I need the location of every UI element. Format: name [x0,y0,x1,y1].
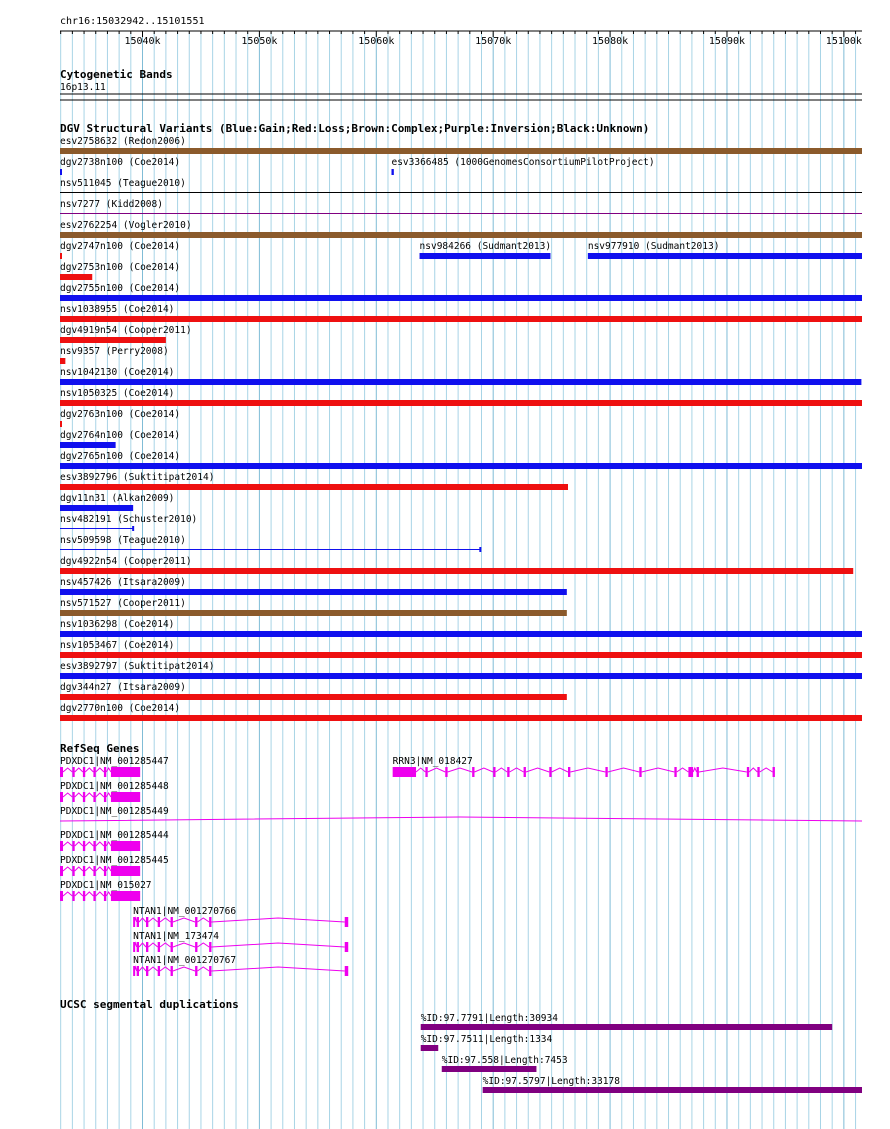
gene-exon [146,917,148,927]
gene-exon [72,891,74,901]
gene-intron [160,918,171,922]
dgv-feature[interactable] [420,241,552,259]
dgv-feature[interactable] [60,451,862,469]
gene-exon [111,866,140,876]
gene-intron [75,842,83,846]
gene-exon [137,966,139,976]
dgv-feature[interactable] [60,577,567,595]
gene-exon [195,917,197,927]
gene-exon [104,891,106,901]
gene-exon [60,866,63,876]
gene-intron [552,768,568,772]
refseq-genes [60,756,862,976]
gene-intron [428,768,446,772]
dgv-feature[interactable] [60,430,180,448]
dgv-feature[interactable] [60,472,568,490]
segdup-label: %ID:97.5797|Length:33178 [482,1076,620,1087]
gene-exon [688,767,693,777]
gene-intron [96,793,104,797]
gene-intron [211,943,344,947]
gene-intron [63,768,72,772]
gene-exon [137,917,139,927]
dgv-feature[interactable] [60,199,862,214]
gene-exon [158,966,160,976]
gene-model[interactable] [60,880,152,901]
gene-exon [757,767,759,777]
gene-label: NTAN1|NM_001270766 [133,906,237,917]
ruler-tick-label: 15080k [592,36,629,47]
ruler-tick-label: 15070k [475,36,512,47]
dgv-feature-bar [420,253,551,259]
gene-label: PDXDC1|NM_001285449 [60,806,169,817]
dgv-feature-bar [60,568,853,574]
gene-exon [83,891,85,901]
refseq-title: RefSeq Genes [60,742,140,755]
gene-exon [158,917,160,927]
dgv-feature-bar [60,610,567,616]
gene-intron [448,768,473,772]
gene-intron [85,892,93,896]
gene-exon [83,841,85,851]
ruler-ticks [61,31,862,47]
gene-exon [111,841,140,851]
dgv-feature-bar [60,549,480,550]
dgv-feature-label: esv3892796 (Suktitipat2014) [60,472,215,483]
segdup-feature[interactable] [442,1055,568,1072]
dgv-feature-bar [60,715,862,721]
gene-exon [133,917,135,927]
dgv-feature-end [132,526,134,531]
dgv-feature-label: dgv2738n100 (Coe2014) [60,157,181,168]
gene-exon [93,841,95,851]
dgv-feature[interactable] [60,703,862,721]
dgv-feature[interactable] [60,682,567,700]
gene-label: PDXDC1|NM_001285447 [60,756,169,767]
dgv-feature-label: esv3892797 (Suktitipat2014) [60,661,215,672]
gene-exon [345,966,349,976]
segdup-label: %ID:97.7791|Length:30934 [420,1013,558,1024]
dgv-title: DGV Structural Variants (Blue:Gain;Red:Loss;Brown:Complex;Purple:Inversion;Black:Unknown) [60,122,650,135]
gene-model[interactable] [393,756,775,777]
gene-exon [773,767,775,777]
gene-exon [697,767,699,777]
ruler-tick-label: 15060k [358,36,395,47]
dgv-feature-bar [60,295,862,301]
gene-exon [83,792,85,802]
cytoband-title: Cytogenetic Bands [60,68,173,81]
gene-exon [472,767,474,777]
coords-label: chr16:15032942..15101551 [60,16,205,27]
gene-intron [693,768,697,772]
gene-intron [75,793,83,797]
gene-intron [211,967,344,971]
dgv-feature-bar [60,358,65,364]
dgv-feature-label: dgv344n27 (Itsara2009) [60,682,186,693]
gene-label: PDXDC1|NM_001285445 [60,855,169,866]
gene-model[interactable] [60,806,862,821]
dgv-track [60,122,862,721]
dgv-feature-bar [60,400,862,406]
gene-intron [63,842,72,846]
segdup-track [60,998,862,1093]
dgv-feature-bar [60,148,862,154]
dgv-feature-bar [588,253,862,259]
gene-exon [104,792,106,802]
gene-exon [93,866,95,876]
dgv-feature[interactable] [60,220,862,238]
gene-intron [474,768,493,772]
gene-exon [133,966,135,976]
gene-exon [93,792,95,802]
gene-label: NTAN1|NM_173474 [133,931,219,942]
dgv-feature-bar [391,169,393,175]
segdup-bar [483,1087,862,1093]
gene-model[interactable] [60,855,169,876]
dgv-feature-label: dgv4919n54 (Cooper2011) [60,325,192,336]
gene-exon [104,841,106,851]
dgv-feature-label: dgv2765n100 (Coe2014) [60,451,181,462]
gene-exon [146,942,148,952]
gene-exon [393,767,416,777]
dgv-feature-bar [60,274,92,280]
gene-intron [96,842,104,846]
gene-exon [111,767,140,777]
dgv-feature[interactable] [60,598,567,616]
dgv-feature-bar [60,421,62,427]
gene-intron [63,793,72,797]
dgv-feature-bar [60,505,133,511]
gene-exon [209,966,211,976]
dgv-feature-label: dgv11n31 (Alkan2009) [60,493,175,504]
gene-intron [60,817,862,821]
gene-intron [75,768,83,772]
dgv-feature-label: dgv2747n100 (Coe2014) [60,241,181,252]
gene-exon [345,942,349,952]
gene-intron [148,918,157,922]
gene-intron [642,768,675,772]
segdup-bar [421,1045,439,1051]
gene-intron [85,867,93,871]
dgv-feature-label: dgv4922n54 (Cooper2011) [60,556,192,567]
dgv-feature-bar [60,631,862,637]
gene-intron [526,768,549,772]
dgv-feature-label: nsv1042130 (Coe2014) [60,367,175,378]
dgv-feature-bar [60,673,862,679]
dgv-feature[interactable] [60,325,192,343]
gene-exon [60,891,63,901]
dgv-feature-label: esv2762254 (Vogler2010) [60,220,192,231]
ruler-tick-label: 15090k [708,36,746,47]
gene-intron [496,768,508,772]
dgv-features [60,136,862,721]
dgv-feature[interactable] [60,346,169,364]
dgv-feature-bar [60,169,62,175]
gene-intron [197,918,209,922]
dgv-feature-label: nsv511045 (Teague2010) [60,178,186,189]
ruler-tick-label: 15100k [825,36,862,47]
dgv-feature-bar [60,528,133,529]
gene-label: RRN3|NM_018427 [392,756,473,767]
gene-exon [549,767,551,777]
dgv-feature[interactable] [60,283,862,301]
dgv-feature-bar [60,379,861,385]
dgv-feature-label: nsv977910 (Sudmant2013) [587,241,720,252]
segdup-bar [421,1024,832,1030]
gene-intron [75,867,83,871]
gene-exon [137,942,139,952]
gene-exon [72,841,74,851]
segdup-feature[interactable] [421,1034,553,1051]
dgv-feature-label: nsv9357 (Perry2008) [60,346,169,357]
gene-intron [148,967,157,971]
dgv-feature-bar [60,316,862,322]
gene-exon [639,767,641,777]
gene-exon [93,767,95,777]
dgv-feature-bar [60,442,116,448]
gene-exon [146,966,148,976]
gene-intron [96,867,104,871]
dgv-feature-label: nsv1036298 (Coe2014) [60,619,175,630]
dgv-feature[interactable] [391,157,654,175]
gene-exon [72,866,74,876]
segdup-label: %ID:97.7511|Length:1334 [420,1034,553,1045]
dgv-feature-bar [60,192,862,193]
cytoband-label: 16p13.11 [60,82,106,93]
gene-exon [104,866,106,876]
gene-exon [445,767,447,777]
dgv-feature-label: nsv1038955 (Coe2014) [60,304,175,315]
gene-exon [345,917,349,927]
dgv-feature-bar [60,694,567,700]
dgv-feature[interactable] [60,661,862,679]
dgv-feature-label: dgv2764n100 (Coe2014) [60,430,181,441]
gene-exon [60,792,63,802]
gene-intron [608,768,640,772]
gene-model[interactable] [60,781,169,802]
gene-exon [171,942,173,952]
dgv-feature-bar [60,253,62,259]
gene-intron [211,918,344,922]
gene-exon [111,792,140,802]
dgv-feature[interactable] [60,241,180,259]
gene-intron [173,943,195,947]
dgv-feature-bar [60,589,567,595]
ruler-track [60,16,862,47]
gene-exon [83,866,85,876]
gene-exon [524,767,526,777]
gene-model[interactable] [60,756,169,777]
segdup-feature[interactable] [421,1013,832,1030]
gene-model[interactable] [60,830,169,851]
gene-intron [85,842,93,846]
gene-intron [148,943,157,947]
dgv-feature[interactable] [60,157,180,175]
dgv-feature-label: esv3366485 (1000GenomesConsortiumPilotProject) [391,157,655,168]
gene-intron [85,793,93,797]
gene-exon [747,767,749,777]
dgv-feature-bar [60,213,862,214]
dgv-feature[interactable] [60,388,862,406]
dgv-feature-bar [60,652,862,658]
refseq-track [60,742,862,976]
gene-intron [699,768,747,772]
gene-exon [83,767,85,777]
dgv-feature-label: nsv984266 (Sudmant2013) [419,241,552,252]
dgv-feature[interactable] [60,304,862,322]
segdup-title: UCSC segmental duplications [60,998,239,1011]
gene-exon [60,767,63,777]
cytoband-track [60,68,862,100]
gene-exon [72,767,74,777]
dgv-feature-label: dgv2755n100 (Coe2014) [60,283,181,294]
dgv-feature-end [479,547,481,552]
dgv-feature[interactable] [60,178,862,193]
dgv-feature[interactable] [60,262,180,280]
dgv-feature-label: nsv482191 (Schuster2010) [60,514,198,525]
gene-exon [171,966,173,976]
gene-exon [568,767,570,777]
dgv-feature-label: nsv1053467 (Coe2014) [60,640,175,651]
gene-exon [111,891,140,901]
dgv-feature-label: dgv2753n100 (Coe2014) [60,262,181,273]
ruler-tick-label: 15040k [124,36,161,47]
gene-exon [605,767,607,777]
gene-intron [160,943,171,947]
dgv-feature[interactable] [60,514,197,531]
gene-exon [195,966,197,976]
dgv-feature[interactable] [60,136,862,154]
dgv-feature-bar [60,337,166,343]
gene-intron [677,768,689,772]
gene-label: PDXDC1|NM_001285448 [60,781,169,792]
ruler-tick-label: 15050k [241,36,278,47]
gene-exon [425,767,427,777]
gene-exon [104,767,106,777]
gene-intron [75,892,83,896]
gene-intron [173,918,195,922]
dgv-feature[interactable] [60,619,862,637]
gene-intron [197,943,209,947]
gene-exon [209,917,211,927]
gene-exon [60,841,63,851]
dgv-feature-label: esv2758632 (Redon2006) [60,136,186,147]
segdup-feature[interactable] [483,1076,862,1093]
segdup-bar [442,1066,537,1072]
gene-exon [493,767,495,777]
dgv-feature-bar [60,232,862,238]
gene-intron [96,768,104,772]
dgv-feature[interactable] [60,409,180,427]
gene-exon [195,942,197,952]
gene-intron [85,768,93,772]
gene-exon [507,767,509,777]
gene-exon [93,891,95,901]
gene-intron [63,867,72,871]
gene-exon [674,767,676,777]
gene-exon [72,792,74,802]
dgv-feature-label: dgv2763n100 (Coe2014) [60,409,181,420]
dgv-feature-label: nsv7277 (Kidd2008) [60,199,163,210]
gene-label: PDXDC1|NM_001285444 [60,830,169,841]
gene-intron [416,768,425,772]
dgv-feature[interactable] [60,367,861,385]
gene-exon [171,917,173,927]
segdup-features [421,1013,862,1093]
dgv-feature[interactable] [60,493,174,511]
dgv-feature[interactable] [60,640,862,658]
dgv-feature-label: nsv571527 (Cooper2011) [60,598,186,609]
gene-label: PDXDC1|NM_015027 [60,880,152,891]
gene-intron [197,967,209,971]
dgv-feature-bar [60,463,862,469]
dgv-feature-label: dgv2770n100 (Coe2014) [60,703,181,714]
dgv-feature-label: nsv1050325 (Coe2014) [60,388,175,399]
gene-label: NTAN1|NM_001270767 [133,955,237,966]
dgv-feature-label: nsv509598 (Teague2010) [60,535,186,546]
dgv-feature-label: nsv457426 (Itsara2009) [60,577,186,588]
gene-exon [158,942,160,952]
gene-intron [63,892,72,896]
gene-exon [209,942,211,952]
gene-intron [570,768,605,772]
dgv-feature[interactable] [60,556,853,574]
gene-intron [96,892,104,896]
gene-exon [133,942,135,952]
gene-intron [173,967,195,971]
gene-intron [160,967,171,971]
dgv-feature-bar [60,484,568,490]
segdup-label: %ID:97.558|Length:7453 [441,1055,568,1066]
